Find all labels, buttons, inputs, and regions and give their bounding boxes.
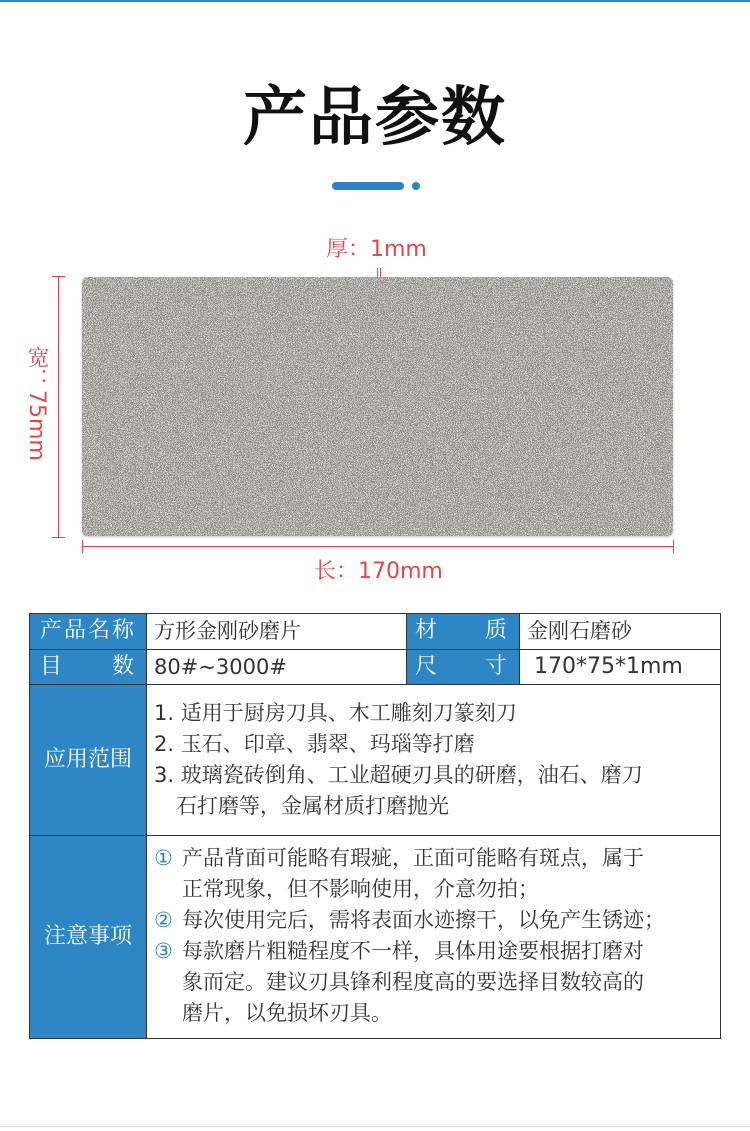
title-underline-bar [332,182,404,190]
note-line: 每次使用完后，需将表面水迹擦干，以免产生锈迹； [182,908,665,932]
label-name-char-1: 产 [40,618,63,643]
note-line: 正常现象，但不影响使用，介意勿拍； [182,877,539,901]
width-dimension-tick-top [52,276,65,277]
value-grit: 80#~3000# [154,655,287,679]
bottom-divider [0,1126,750,1127]
table-col-divider [519,614,520,684]
stone-texture [82,277,673,536]
label-material-char-1: 材 [415,618,438,643]
length-dimension-tick-right [673,540,674,553]
label-grit-char-1: 目 [40,654,63,679]
title-underline-dot [412,182,420,190]
note-marker-2: ② [154,908,173,932]
length-dimension-line [82,546,674,547]
table-row-divider [30,835,720,836]
label-name-char-2: 品 [64,618,87,643]
thickness-label: 厚：1mm [326,237,427,262]
label-cell-usage [30,685,146,835]
label-grit-char-2: 数 [112,654,135,679]
usage-line: 1. 适用于厨房刀具、木工雕刻刀篆刻刀 [154,701,517,725]
label-size-char-1: 尺 [415,654,438,679]
label-name-char-4: 称 [112,618,135,643]
note-line: 每款磨片粗糙程度不一样，具体用途要根据打磨对 [182,939,644,963]
table-col-divider [146,614,147,1038]
label-cell-material [407,614,519,649]
label-size-char-2: 寸 [485,654,508,679]
sharpening-plate-image [82,277,673,536]
length-dimension-tick-left [82,540,83,553]
usage-line: 石打磨等，金属材质打磨抛光 [176,794,449,818]
label-name-char-3: 名 [88,618,111,643]
label-cell-name [30,614,146,649]
note-marker-3: ③ [154,939,173,963]
spec-table [29,613,721,1039]
width-dimension-line [58,276,59,538]
usage-line: 2. 玉石、印章、翡翠、玛瑙等打磨 [154,732,475,756]
label-material-char-2: 质 [485,618,508,643]
table-col-divider [406,614,407,684]
width-dimension-tick-bottom [52,537,65,538]
value-material: 金刚石磨砂 [527,619,632,643]
value-name: 方形金刚砂磨片 [154,619,301,643]
table-row-divider [30,684,720,685]
label-usage: 应用范围 [43,747,132,772]
label-cell-notes [30,836,146,1038]
note-line: 磨片，以免损坏刃具。 [182,1001,392,1025]
length-label: 长：170mm [314,559,443,584]
page-title: 产品参数 [243,81,507,155]
label-cell-size [407,650,519,684]
label-notes: 注意事项 [43,924,132,949]
label-cell-grit [30,650,146,684]
note-marker-1: ① [154,846,173,870]
width-label: 宽：75mm [24,346,49,461]
usage-line: 3. 玻璃瓷砖倒角、工业超硬刃具的研磨，油石、磨刀 [154,763,643,787]
value-size: 170*75*1mm [534,654,683,679]
note-line: 象而定。建议刃具锋利程度高的要选择目数较高的 [182,970,644,994]
top-accent-line [0,0,750,2]
note-line: 产品背面可能略有瑕疵，正面可能略有斑点，属于 [182,846,644,870]
